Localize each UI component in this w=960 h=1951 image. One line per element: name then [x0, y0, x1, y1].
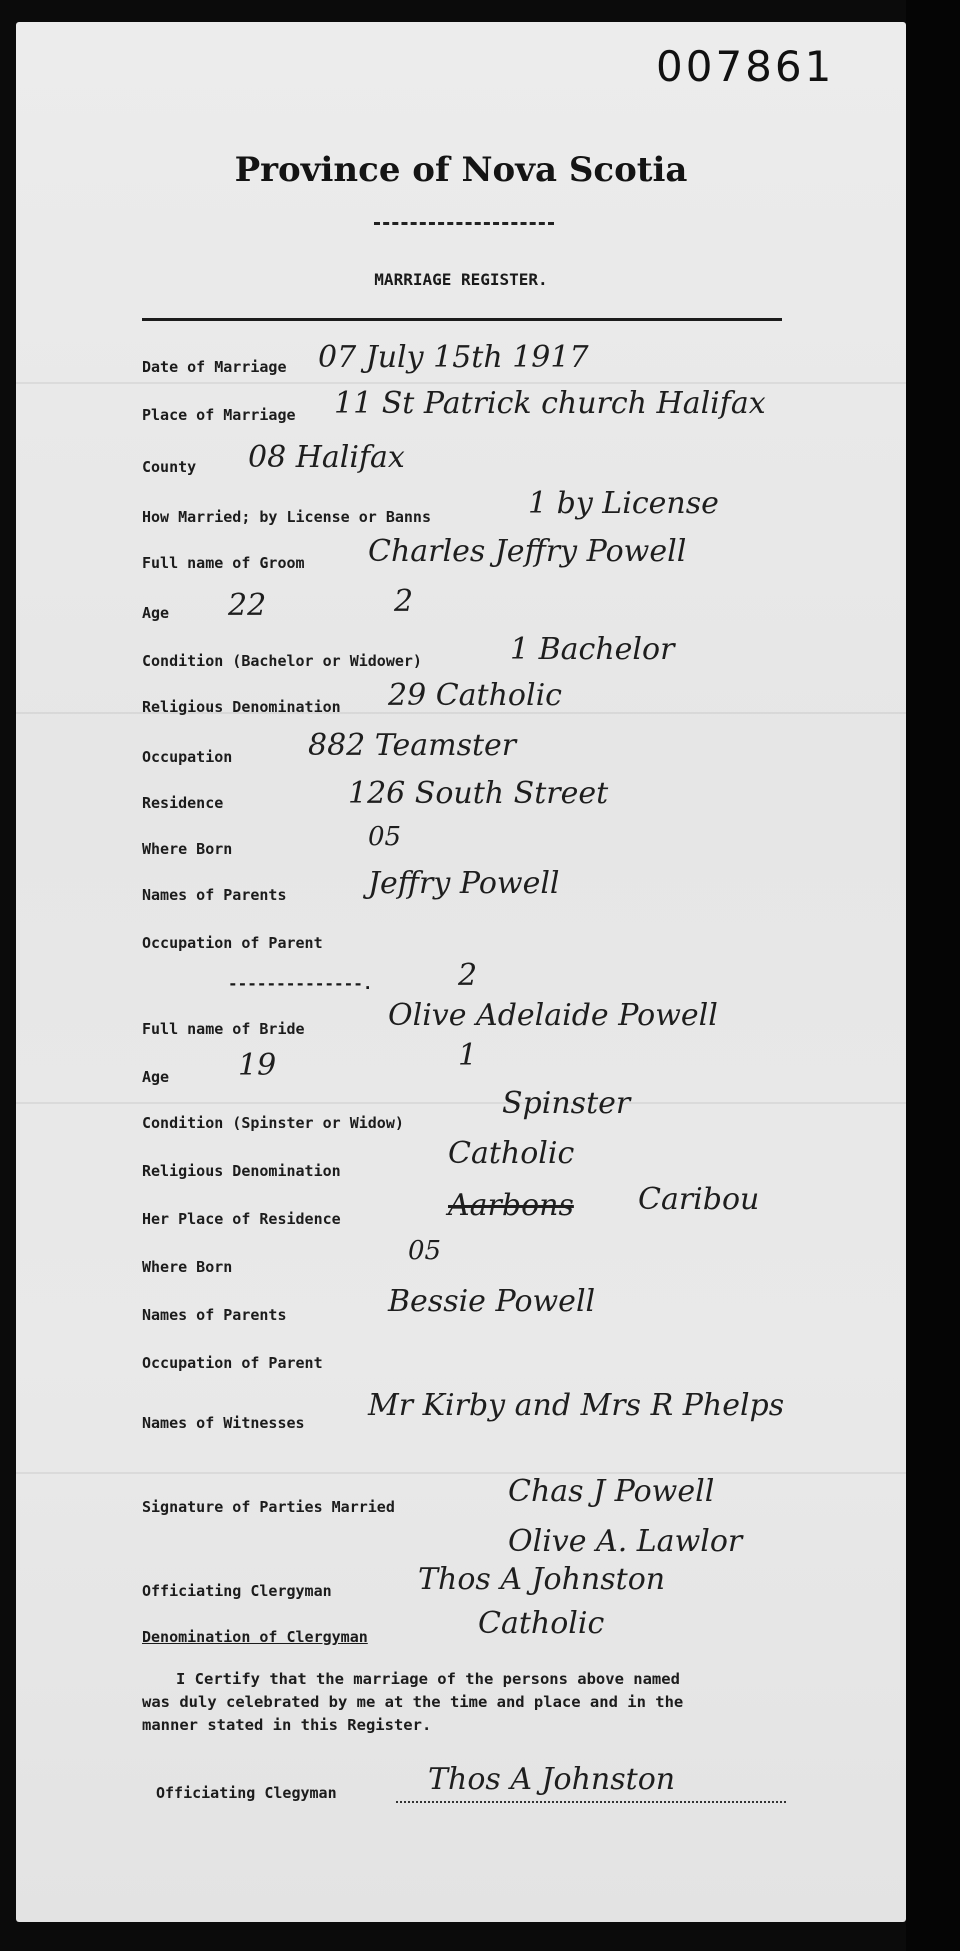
final-clergy-label: Officiating Clegyman — [156, 1784, 337, 1802]
bride-parent-occ-label: Occupation of Parent — [142, 1354, 323, 1372]
groom-parents-value: Jeffry Powell — [368, 866, 560, 901]
groom-condition-value: 1 Bachelor — [510, 632, 675, 667]
groom-age-code: 2 — [394, 584, 414, 619]
fold-line — [16, 1472, 906, 1474]
bride-religion-label: Religious Denomination — [142, 1162, 341, 1180]
bride-age-code: 1 — [458, 1038, 478, 1073]
place-label: Place of Marriage — [142, 406, 296, 424]
bride-religion-value: Catholic — [448, 1136, 575, 1171]
groom-parent-occ-label: Occupation of Parent — [142, 934, 323, 952]
groom-parent-occ-value: 2 — [458, 958, 478, 993]
signature-label: Signature of Parties Married — [142, 1498, 395, 1516]
clergy-label: Officiating Clergyman — [142, 1582, 332, 1600]
groom-age-value: 22 — [228, 588, 267, 623]
signature-groom: Chas J Powell — [508, 1474, 715, 1509]
date-value: 07 July 15th 1917 — [318, 340, 589, 375]
signature-dotted-line — [396, 1801, 786, 1803]
scan-edge — [906, 0, 960, 1951]
denomination-label: Denomination of Clergyman — [142, 1628, 368, 1646]
page-subtitle: MARRIAGE REGISTER. — [374, 270, 548, 289]
bride-residence-label: Her Place of Residence — [142, 1210, 341, 1228]
how-married-value: 1 by License — [528, 486, 719, 521]
bride-residence-struck: Aarbons — [448, 1188, 574, 1223]
bride-name-value: Olive Adelaide Powell — [388, 998, 718, 1033]
bride-residence-value: Caribou — [638, 1182, 760, 1217]
certification-line-1: I Certify that the marriage of the persons above named — [176, 1670, 680, 1688]
witnesses-label: Names of Witnesses — [142, 1414, 305, 1432]
title-divider — [374, 222, 554, 225]
occupation-label: Occupation — [142, 748, 233, 766]
bride-age-label: Age — [142, 1068, 170, 1086]
groom-name-label: Full name of Groom — [142, 554, 305, 572]
residence-label: Residence — [142, 794, 224, 812]
bride-parents-value: Bessie Powell — [388, 1284, 596, 1319]
register-page — [16, 22, 906, 1922]
bride-condition-label: Condition (Spinster or Widow) — [142, 1114, 404, 1132]
date-label: Date of Marriage — [142, 358, 287, 376]
page-title: Province of Nova Scotia — [234, 150, 688, 190]
section-separator: --------------. — [228, 974, 373, 993]
how-married-label: How Married; by License or Banns — [142, 508, 431, 526]
final-clergy-signature: Thos A Johnston — [428, 1762, 676, 1797]
witnesses-value: Mr Kirby and Mrs R Phelps — [368, 1388, 785, 1423]
groom-religion-label: Religious Denomination — [142, 698, 341, 716]
signature-bride: Olive A. Lawlor — [508, 1524, 743, 1559]
groom-name-value: Charles Jeffry Powell — [368, 534, 687, 569]
denomination-value: Catholic — [478, 1606, 605, 1641]
groom-religion-value: 29 Catholic — [388, 678, 562, 713]
header-rule — [142, 318, 782, 321]
groom-parents-label: Names of Parents — [142, 886, 287, 904]
groom-born-value: 05 — [368, 822, 402, 852]
certification-line-3: manner stated in this Register. — [142, 1716, 432, 1734]
county-label: County — [142, 458, 197, 476]
record-number: 007861 — [656, 42, 835, 91]
groom-born-label: Where Born — [142, 840, 233, 858]
bride-born-label: Where Born — [142, 1258, 233, 1276]
groom-condition-label: Condition (Bachelor or Widower) — [142, 652, 422, 670]
occupation-value: 882 Teamster — [308, 728, 517, 763]
fold-line — [16, 1102, 906, 1104]
bride-age-value: 19 — [238, 1048, 277, 1083]
place-value: 11 St Patrick church Halifax — [334, 386, 766, 421]
bride-parents-label: Names of Parents — [142, 1306, 287, 1324]
certification-text — [142, 1668, 832, 1737]
bride-born-value: 05 — [408, 1236, 442, 1266]
bride-condition-value: Spinster — [502, 1086, 631, 1121]
clergy-value: Thos A Johnston — [418, 1562, 666, 1597]
residence-value: 126 South Street — [348, 776, 609, 811]
groom-age-label: Age — [142, 604, 170, 622]
bride-name-label: Full name of Bride — [142, 1020, 305, 1038]
certification-line-2: was duly celebrated by me at the time and place and in the — [142, 1693, 684, 1711]
fold-line — [16, 382, 906, 384]
county-value: 08 Halifax — [248, 440, 405, 475]
